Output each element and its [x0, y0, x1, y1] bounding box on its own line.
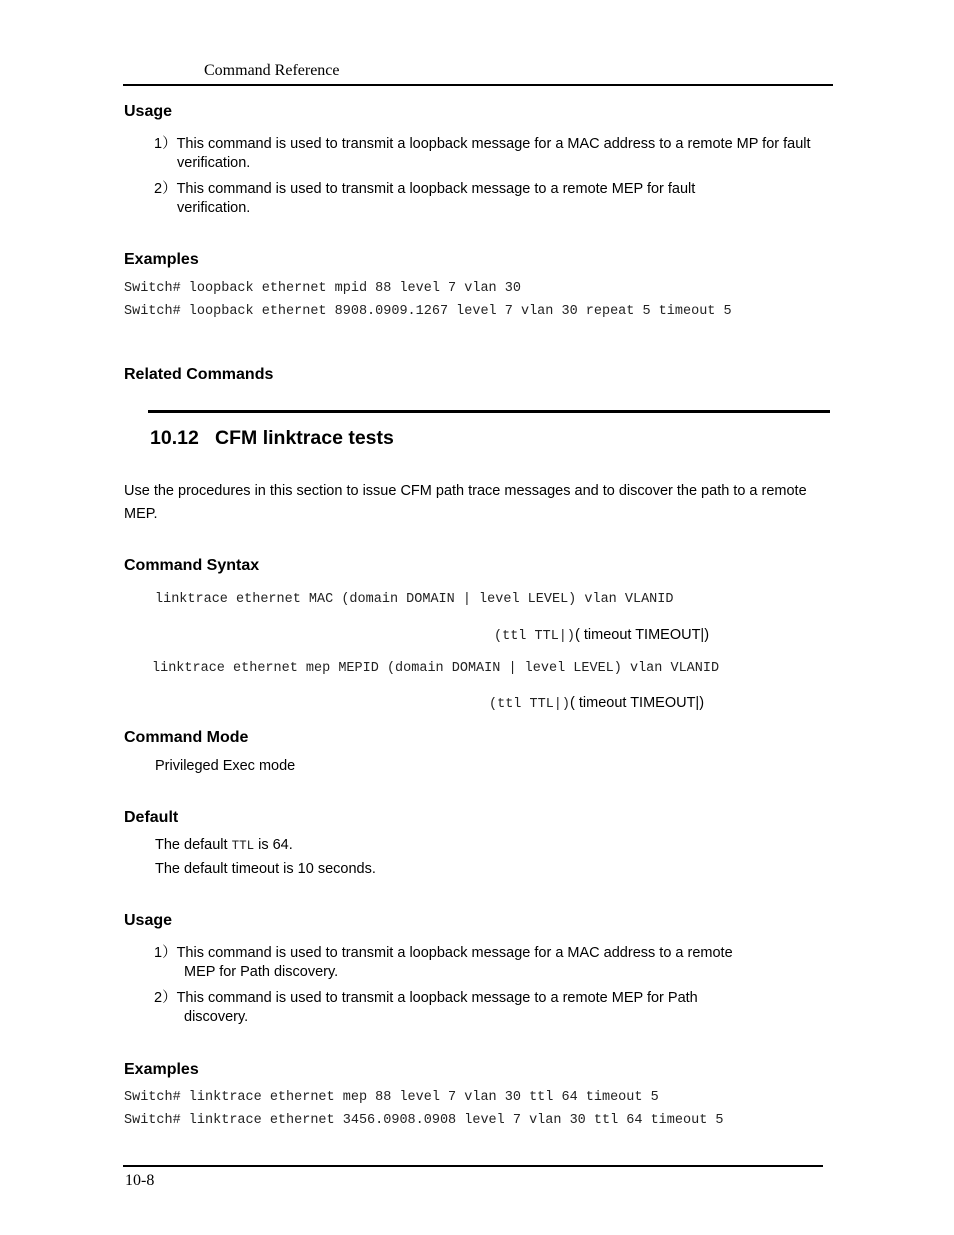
usage-item-2-cont: verification. — [177, 200, 251, 216]
related-commands-heading: Related Commands — [124, 366, 274, 383]
usage-item-2-cont: discovery. — [184, 1009, 249, 1025]
syntax-continuation — [489, 694, 704, 712]
command-mode-heading: Command Mode — [124, 729, 249, 746]
usage-item-1: 1）This command is used to transmit a loopback message for a MAC address to a remote — [154, 945, 733, 961]
default-text: The default — [155, 837, 232, 853]
default-text: is 64. — [254, 837, 293, 853]
syntax-continuation — [494, 626, 709, 644]
usage-item-1-cont: MEP for Path discovery. — [184, 964, 339, 980]
section-title: 10.12 CFM linktrace tests — [150, 427, 394, 449]
syntax-timeout-option: ( timeout TIMEOUT|) — [575, 627, 710, 643]
example-line: Switch# linktrace ethernet mep 88 level 7 vlan 30 ttl 64 timeout 5 — [124, 1090, 659, 1105]
command-mode-text: Privileged Exec mode — [155, 758, 296, 774]
page-number: 10-8 — [125, 1172, 155, 1189]
footer-rule — [123, 1165, 823, 1167]
default-heading: Default — [124, 809, 179, 826]
example-line: Switch# loopback ethernet mpid 88 level 7 vlan 30 — [124, 281, 521, 296]
syntax-command: linktrace ethernet mep MEPID (domain DOMAIN | level LEVEL) vlan VLANID — [152, 661, 720, 676]
command-syntax-heading: Command Syntax — [124, 557, 260, 574]
syntax-timeout-option: ( timeout TIMEOUT|) — [570, 695, 705, 711]
syntax-command: linktrace ethernet MAC (domain DOMAIN | level LEVEL) vlan VLANID — [155, 592, 674, 607]
usage-item-2: 2）This command is used to transmit a loopback message to a remote MEP for Path — [154, 990, 698, 1006]
usage-item-1: 1）This command is used to transmit a loopback message for a MAC address to a remote MP for fault — [154, 136, 811, 152]
default-ttl-line — [155, 837, 293, 853]
example-line: Switch# linktrace ethernet 3456.0908.0908 level 7 vlan 30 ttl 64 timeout 5 — [124, 1113, 724, 1128]
section-intro: Use the procedures in this section to issue CFM path trace messages and to discover the path to a remote — [124, 483, 807, 499]
usage-item-2: 2）This command is used to transmit a loopback message to a remote MEP for fault — [154, 181, 696, 197]
examples-heading: Examples — [124, 1061, 199, 1078]
usage-heading: Usage — [124, 912, 173, 929]
default-timeout-line: The default timeout is 10 seconds. — [155, 861, 376, 877]
usage-item-1-cont: verification. — [177, 155, 251, 171]
header-rule — [123, 84, 833, 86]
syntax-ttl-option: (ttl TTL|) — [494, 629, 576, 644]
section-intro-cont: MEP. — [124, 506, 158, 522]
section-rule — [148, 410, 830, 413]
example-line: Switch# loopback ethernet 8908.0909.1267 level 7 vlan 30 repeat 5 timeout 5 — [124, 304, 732, 319]
usage-heading: Usage — [124, 103, 173, 120]
running-header: Command Reference — [204, 62, 340, 79]
examples-heading: Examples — [124, 251, 199, 268]
syntax-ttl-option: (ttl TTL|) — [489, 697, 571, 712]
default-ttl-term: TTL — [231, 839, 255, 853]
